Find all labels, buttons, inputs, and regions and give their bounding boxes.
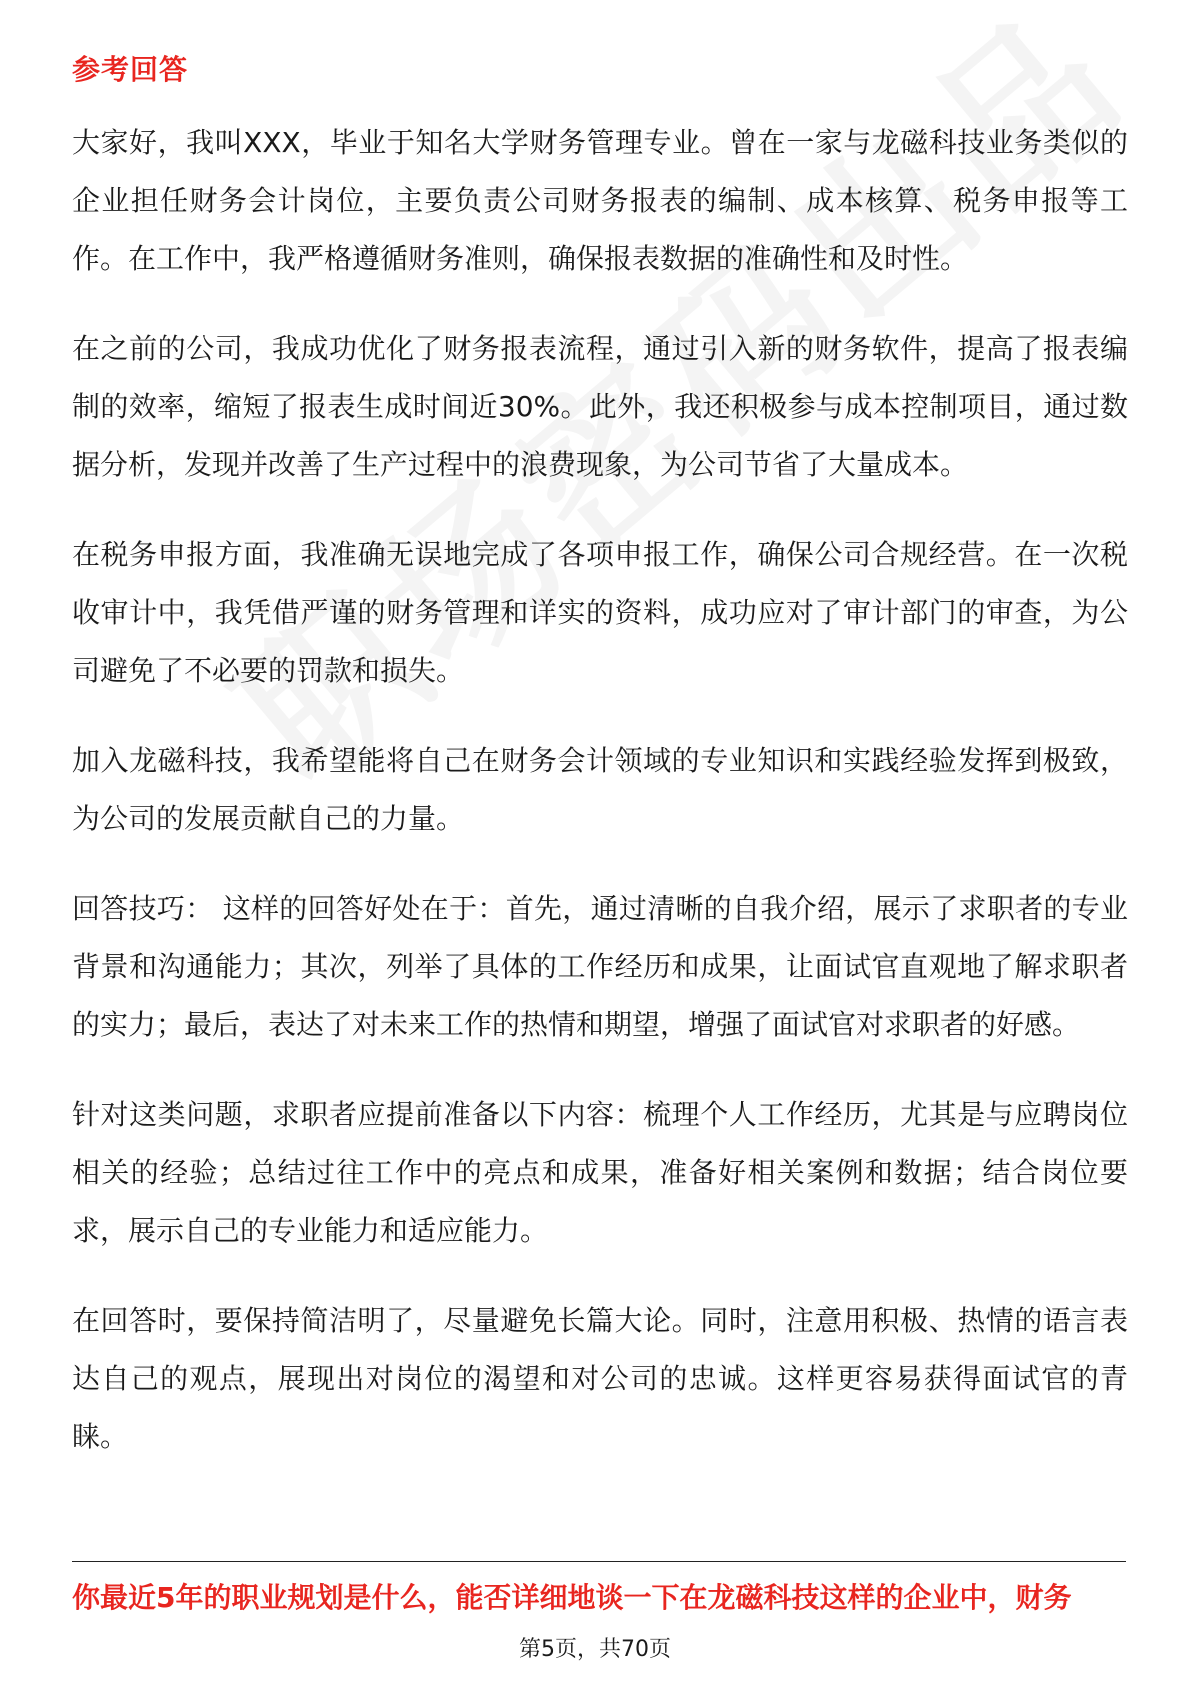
paragraph-delivery: 在回答时，要保持简洁明了，尽量避免长篇大论。同时，注意用积极、热情的语言表达自己的观点，展现出对岗位的渴望和对公司的忠诚。这样更容易获得面试官的青睐。 — [72, 1304, 1128, 1453]
paragraph-tips: 回答技巧： 这样的回答好处在于：首先，通过清晰的自我介绍，展示了求职者的专业背景和沟通能力；其次，列举了具体的工作经历和成果，让面试官直观地了解求职者的实力；最后，表达了对未来工作的热情和期望，增强了面试官对求职者的好感。 — [72, 892, 1128, 1041]
paragraph-preparation: 针对这类问题，求职者应提前准备以下内容：梳理个人工作经历，尤其是与应聘岗位相关的经验；总结过往工作中的亮点和成果，准备好相关案例和数据；结合岗位要求，展示自己的专业能力和适应能力。 — [72, 1098, 1128, 1247]
paragraph-tax: 在税务申报方面，我准确无误地完成了各项申报工作，确保公司合规经营。在一次税收审计中，我凭借严谨的财务管理和详实的资料，成功应对了审计部门的审查，为公司避免了不必要的罚款和损失。 — [72, 538, 1128, 687]
paragraph-achievements: 在之前的公司，我成功优化了财务报表流程，通过引入新的财务软件，提高了报表编制的效率，缩短了报表生成时间近30%。此外，我还积极参与成本控制项目，通过数据分析，发现并改善了生产过程中的浪费现象，为公司节省了大量成本。 — [72, 332, 1128, 481]
page-number: 第5页，共70页 — [519, 1637, 671, 1662]
divider — [72, 1561, 1126, 1562]
paragraph-motivation: 加入龙磁科技，我希望能将自己在财务会计领域的专业知识和实践经验发挥到极致，为公司的发展贡献自己的力量。 — [72, 744, 1128, 835]
answer-body — [72, 114, 1128, 1498]
section-title: 参考回答 — [72, 53, 189, 86]
next-question-heading: 你最近5年的职业规划是什么，能否详细地谈一下在龙磁科技这样的企业中，财务 — [72, 1581, 1072, 1614]
paragraph-intro: 大家好，我叫XXX，毕业于知名大学财务管理专业。曾在一家与龙磁科技业务类似的企业担任财务会计岗位，主要负责公司财务报表的编制、成本核算、税务申报等工作。在工作中，我严格遵循财务准则，确保报表数据的准确性和及时性。 — [72, 126, 1128, 275]
